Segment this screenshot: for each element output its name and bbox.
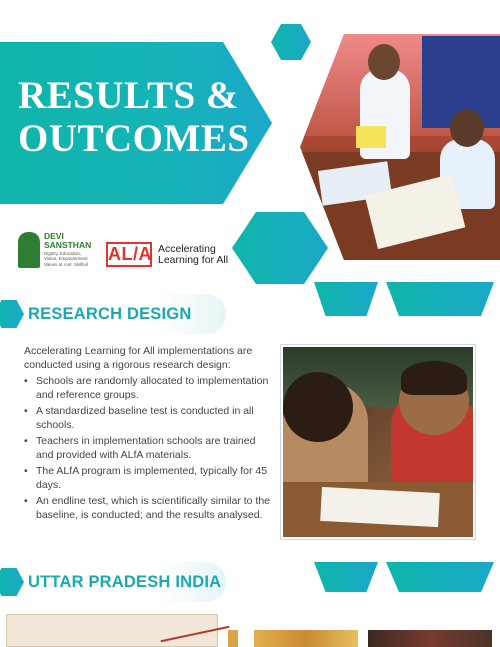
research-design-heading: RESEARCH DESIGN (28, 305, 192, 323)
devi-name-line-2: SANSTHAN (44, 240, 92, 250)
decor-hexagon-mid (232, 212, 328, 284)
alfa-name-line-1: Accelerating (158, 243, 216, 255)
devi-name-line-1: DEVI (44, 231, 64, 241)
decor-hexagon-lower-right (386, 562, 494, 592)
devi-motto: Values at root: Skillfull (44, 262, 88, 267)
research-design-intro: Accelerating Learning for All implementations are conducted using a rigorous research design: (24, 345, 253, 372)
list-item: • An endline test, which is scientifically similar to the baseline, is conducted; and the results analysed. (24, 494, 272, 523)
list-item: • The ALfA program is implemented, typically for 45 days. (24, 464, 272, 493)
title-line-1: RESULTS & (18, 74, 239, 117)
alfa-logo-text (158, 244, 228, 266)
list-item: • Schools are randomly allocated to implementation and reference groups. (24, 374, 272, 403)
decor-hexagon-center (314, 282, 378, 316)
children-reading-photo (280, 344, 476, 540)
tree-icon (18, 232, 40, 268)
photo-thumbnail-1 (228, 630, 238, 647)
photo-thumbnail-2 (254, 630, 358, 647)
list-item: • Teachers in implementation schools are trained and provided with ALfA materials. (24, 434, 272, 463)
hero-classroom-photo (300, 34, 500, 260)
research-design-body (24, 344, 272, 524)
decor-hexagon-right (386, 282, 494, 316)
map-thumbnail (6, 614, 218, 647)
devi-tagline: Dignity, Education, Vision, Empowerment (44, 251, 88, 261)
decor-hexagon-lower-center (314, 562, 378, 592)
alfa-logo-mark: AL/A (106, 242, 152, 267)
list-item: • A standardized baseline test is conducted in all schools. (24, 404, 272, 433)
uttar-pradesh-heading: UTTAR PRADESH INDIA (28, 573, 222, 591)
research-design-list (24, 374, 272, 523)
alfa-name-line-2: Learning for All (158, 254, 229, 266)
devi-sansthan-logo (18, 232, 98, 268)
decor-hexagon-top (271, 24, 311, 60)
page-title (18, 74, 268, 160)
photo-thumbnail-3 (368, 630, 492, 647)
title-line-2: OUTCOMES (18, 117, 250, 160)
